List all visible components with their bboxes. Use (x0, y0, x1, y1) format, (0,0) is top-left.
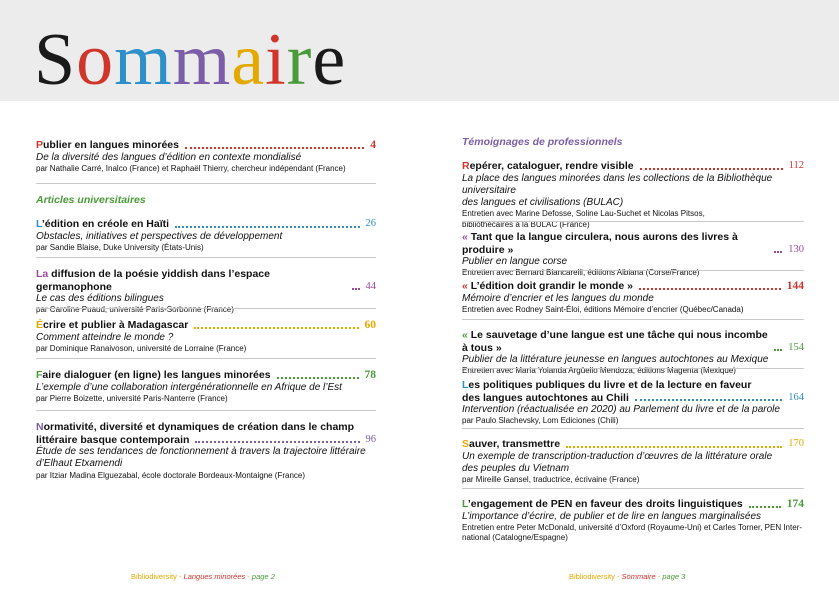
entry-divider (36, 183, 376, 184)
entry-title (36, 369, 271, 382)
entry-divider (462, 221, 804, 222)
entry-title-text: aire dialoguer (en ligne) les langues minorées (42, 369, 271, 381)
left-column (36, 0, 376, 595)
entry-title (462, 438, 560, 451)
page-number: 144 (786, 280, 804, 292)
page-number: 154 (788, 341, 804, 353)
title-letter: m (172, 19, 232, 101)
entry-title-text: crire et publier à Madagascar (43, 319, 189, 331)
entry-subtitle: Le cas des éditions bilingues (36, 293, 164, 304)
entry-authors: Entretien avec Bernard Biancarelli, éditions Albiana (Corse/France) (462, 268, 700, 278)
entry-subtitle-line2: d’Elhaut Etxamendi (36, 458, 123, 470)
entry-subtitle-line2: des langues et civilisations (BULAC) (462, 197, 624, 209)
entry-authors: par Dominique Ranaivoson, université de Lorraine (France) (36, 343, 247, 353)
entry-authors: par Pierre Boizette, université Paris-Nanterre (France) (36, 393, 228, 403)
entry-subtitle: Intervention (réactualisée en 2020) au Parlement du livre et de la parole (462, 404, 780, 415)
footer-title: Sommaire (621, 572, 656, 581)
entry-authors-line2: bibliothécaires à la BULAC (France) (462, 219, 590, 229)
dot-leader (195, 441, 359, 443)
entry-subtitle: Étude de ses tendances de fonctionnement à travers la trajectoire littéraire (36, 446, 366, 457)
entry-initial: P (36, 139, 44, 151)
entry-title (462, 280, 633, 293)
entry-subtitle: Un exemple de transcription-traduction d’œuvres de la littérature orale (462, 450, 773, 462)
entry-subtitle: Publier de la littérature jeunesse en langues autochtones au Mexique (462, 354, 769, 365)
page-number: 164 (788, 391, 804, 403)
entry-title (36, 218, 169, 231)
page-number: 174 (786, 498, 804, 510)
toc-entry[interactable] (36, 421, 376, 481)
footer-right (569, 572, 685, 581)
entry-authors: Entretien avec Marine Defosse, Soline Lau-Suchet et Nicolas Pitsos, (462, 209, 705, 219)
entry-initial: L (462, 498, 468, 510)
entry-initial: S (462, 438, 470, 450)
dot-leader (175, 226, 359, 228)
footer-brand: Bibliodiversity (569, 572, 615, 581)
toc-entry[interactable] (36, 369, 376, 404)
page-number: 60 (364, 319, 376, 331)
entry-title-text: Le sauvetage d’une langue est une tâche qui nous incombe à tous » (462, 329, 768, 354)
right-column (462, 0, 804, 595)
entry-subtitle: La place des langues minorées dans les collections de la Bibliothèque universitaire (462, 172, 773, 196)
entry-title-text: L’édition doit grandir le monde » (467, 280, 633, 292)
entry-divider (462, 428, 804, 429)
entry-title (462, 329, 768, 354)
entry-subtitle: Publier en langue corse (462, 256, 568, 267)
dot-leader (635, 399, 782, 401)
entry-title (36, 139, 179, 152)
entry-title (462, 498, 743, 511)
dot-leader (774, 251, 782, 253)
entry-authors: Entretien avec María Yolanda Argüello Mendoza, éditions Magenta (Mexique) (462, 366, 736, 376)
entry-divider (462, 488, 804, 489)
dot-leader (185, 147, 364, 149)
entry-subtitle: Obstacles, initiatives et perspectives de développement (36, 230, 283, 242)
entry-authors: par Caroline Puaud, université Paris-Sorbonne (France) (36, 305, 234, 315)
entry-title-text: ormativité, diversité et dynamiques de création dans le champ (43, 421, 355, 433)
toc-entry[interactable] (462, 498, 804, 544)
entry-title-text: epérer, cataloguer, rendre visible (469, 160, 634, 172)
page-number: 96 (365, 433, 376, 445)
entry-initial: N (36, 421, 44, 433)
entry-initial: « (462, 231, 468, 243)
title-letter: i (265, 19, 287, 101)
page-number: 112 (788, 160, 804, 171)
footer-separator: - (176, 572, 184, 581)
footer-title: Langues minorées (183, 572, 246, 581)
title-letter: m (114, 19, 173, 101)
entry-subtitle: De la diversité des langues d’édition en contexte mondialisé (36, 151, 302, 163)
title-letter: e (312, 19, 347, 101)
entry-title (36, 268, 346, 293)
toc-entry[interactable] (462, 280, 804, 315)
entry-divider (36, 257, 376, 258)
entry-initial: R (462, 160, 470, 172)
entry-initial: « (462, 329, 468, 341)
entry-title-text: ublier en langues minorées (43, 139, 179, 151)
footer-separator: - (655, 572, 663, 581)
entry-title-line2: littéraire basque contemporain (36, 433, 190, 446)
page-number: 78 (364, 369, 376, 381)
entry-title (462, 160, 634, 173)
entry-title (462, 379, 804, 392)
entry-authors: par Paulo Slachevsky, Lom Ediciones (Chili) (462, 416, 619, 426)
entry-title (36, 319, 188, 332)
toc-entry[interactable] (36, 319, 376, 354)
entry-authors: par Nathalie Carré, Inalco (France) et Raphaël Thierry, chercheur indépendant (France) (36, 163, 346, 173)
entry-subtitle: L’importance d’écrire, de publier et de lire en langues marginalisées (462, 510, 762, 522)
entry-divider (462, 368, 804, 369)
entry-title-line2: des langues autochtones au Chili (462, 391, 629, 404)
footer-page: page 3 (662, 572, 686, 581)
entry-title-text: ’édition en créole en Haïti (41, 218, 170, 230)
dot-leader (194, 327, 358, 329)
dot-leader (640, 168, 783, 170)
footer-separator: - (245, 572, 252, 581)
entry-initial: L (36, 218, 42, 230)
entry-subtitle: L’exemple d’une collaboration intergénérationnelle en Afrique de l’Est (36, 381, 342, 393)
footer-separator: - (614, 572, 622, 581)
footer-page: page 2 (251, 572, 275, 581)
entry-divider (36, 308, 376, 309)
entry-authors: par Itziar Madina Elguezabal, école doctorale Bordeaux-Montaigne (France) (36, 470, 306, 480)
toc-entry[interactable] (36, 218, 376, 253)
toc-entry[interactable] (462, 329, 804, 377)
entry-initial: É (36, 319, 44, 331)
section-heading-articles: Articles universitaires (36, 194, 146, 206)
dot-leader (639, 288, 781, 290)
entry-subtitle: Comment atteindre le monde ? (36, 331, 174, 343)
title-letter: S (34, 19, 77, 101)
entry-initial: F (36, 369, 43, 381)
footer-brand: Bibliodiversity (131, 572, 177, 581)
title-letter: o (76, 19, 115, 101)
page-number: 26 (365, 218, 376, 229)
dot-leader (749, 506, 781, 508)
entry-title-text: auver, transmettre (469, 438, 561, 450)
toc-entry[interactable] (462, 438, 804, 486)
page-number: 170 (788, 438, 804, 449)
entry-title-text: ’engagement de PEN en faveur des droits linguistiques (467, 498, 743, 510)
toc-entry[interactable] (462, 379, 804, 427)
entry-title-text: es politiques publiques du livre et de la lecture en faveur (468, 379, 752, 391)
entry-title-text: Tant que la langue circulera, nous aurons des livres à produire » (462, 231, 738, 256)
toc-entry-intro[interactable] (36, 139, 376, 174)
entry-divider (36, 358, 376, 359)
section-heading-testimonies: Témoignages de professionnels (462, 136, 623, 148)
entry-divider (36, 410, 376, 411)
entry-authors: Entretien entre Peter McDonald, université d’Oxford (Royaume-Uni) et Carles Torner, PEN Inter- (462, 522, 802, 532)
dot-leader (277, 377, 359, 379)
entry-initial: « (462, 280, 468, 292)
toc-entry[interactable] (462, 231, 804, 279)
dot-leader (566, 446, 782, 448)
entry-title (462, 231, 768, 256)
entry-initial: La (36, 268, 49, 280)
entry-title-text: diffusion de la poésie yiddish dans l’espace germanophone (36, 268, 270, 293)
entry-authors: par Mireille Gansel, traductrice, écrivaine (France) (462, 475, 640, 485)
page-number: 4 (370, 139, 376, 151)
entry-authors: Entretien avec Rodney Saint-Éloi, éditions Mémoire d’encrier (Québec/Canada) (462, 304, 744, 314)
footer-left (131, 572, 275, 581)
dot-leader (774, 349, 782, 351)
entry-authors-line2: national (Catalogne/Espagne) (462, 533, 568, 543)
dot-leader (352, 288, 360, 290)
entry-authors: par Sandie Blaise, Duke University (États-Unis) (36, 242, 204, 252)
entry-divider (462, 319, 804, 320)
page-number: 130 (788, 243, 804, 255)
entry-subtitle-line2: des peuples du Vietnam (462, 462, 570, 474)
entry-subtitle: Mémoire d’encrier et les langues du monde (462, 292, 654, 304)
title-letter: r (286, 19, 313, 101)
toc-entry[interactable] (462, 160, 804, 231)
entry-initial: L (462, 379, 469, 391)
entry-divider (462, 270, 804, 271)
page-number: 44 (365, 280, 376, 292)
title-letter: a (231, 19, 266, 101)
entry-title (36, 421, 376, 434)
